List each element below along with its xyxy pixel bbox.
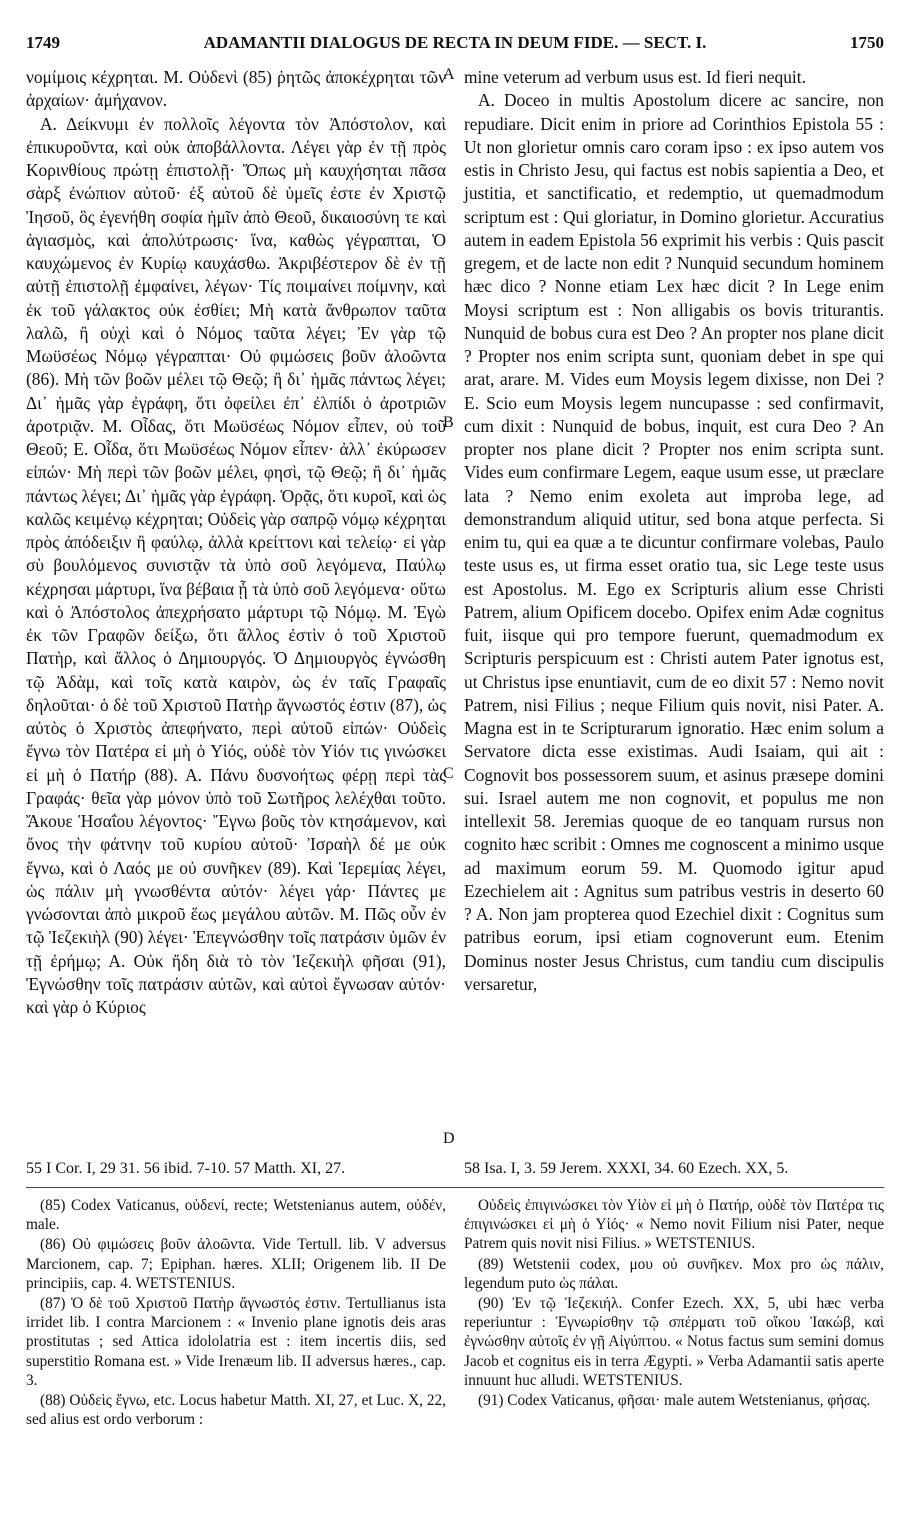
greek-paragraph: Α. Δείκνυμι ἐν πολλοῖς λέγοντα τὸν Ἀπόστολον, καὶ ἐπικυροῦντα, καὶ οὐκ ἀποβάλλοντα. Λέγει γὰρ ἐν τῇ πρὸς Κορινθίους πρώτῃ ἐπιστολῇ· Ὅπως μὴ καυχήσηται πᾶσα σὰρξ ἐνώπιον αὐτοῦ· ἐξ αὐτοῦ δὲ ὑμεῖς ἐστε ἐν Χριστῷ Ἰησοῦ, ὃς ἐγενήθη σοφία ἡμῖν ἀπὸ Θεοῦ, δικαιοσύνη τε καὶ ἁγιασμὸς, καὶ ἀπολύτρωσις· ἵνα, καθὼς γέγραπται, Ὁ καυχώμενος ἐν Κυρίῳ καυχάσθω. Ἀκριβέστερον δὲ ἐν τῇ αὐτῇ ἐπιστολῇ ἐμφαίνει, λέγων· Τίς ποιμαίνει ποίμνην, καὶ ἐκ τοῦ γάλακτος οὐκ ἐσθίει; Μὴ κατὰ ἄνθρωπον ταῦτα λαλῶ, ἢ οὐχὶ καὶ ὁ Νόμος ταῦτα λέγει; Ἐν γὰρ τῷ Μωϋσέως Νόμῳ γέγραπται· Οὐ φιμώσεις βοῦν ἀλοῶντα (86). Μὴ τῶν βοῶν μέλει τῷ Θεῷ; ἢ δι᾿ ἡμᾶς πάντως λέγει; Δι᾿ ἡμᾶς γὰρ ἐγράφη, ὅτι ὀφείλει ἐπ᾿ ἐλπίδι ὁ ἀροτριῶν ἀροτριᾷν. Μ. Οἶδας, ὅτι Μωϋσέως Νόμον εἶπεν, οὐ τοῦ Θεοῦ; Ε. Οἶδα, ὅτι Μωϋσέως Νόμον εἶπεν· ἀλλ᾿ ἐκύρωσεν εἰπών· Μὴ περὶ τῶν βοῶν μέλει, φησὶ, τῷ Θεῷ; ἢ δι᾿ ἡμᾶς πάντως λέγει; Δι᾿ ἡμᾶς γὰρ ἐγράφη. Ὁρᾷς, ὅτι κυροῖ, καὶ ὡς καλῶς κειμένῳ κέχρηται; Οὐδεὶς γὰρ σαπρῷ νόμῳ κέχρηται πρὸς ἀπόδειξιν ἢ φαύλῳ, ἀλλὰ κρείττονι καὶ τελείῳ· εἰ γὰρ σὺ βουλόμενος συνιστᾷν τὰ ὑπὸ σοῦ λεγόμενα, Παύλῳ κέχρησαι μάρτυρι, ἵνα βέβαια ᾖ τὰ ὑπὸ σοῦ λεγόμενα· οὕτω καὶ ὁ Ἀπόστολος ἀπεχρήσατο μάρτυρι τῷ Νόμῳ. Μ. Ἐγὼ ἐκ τῶν Γραφῶν δείξω, ὅτι ἄλλος ἐστὶν ὁ τοῦ Χριστοῦ Πατὴρ, καὶ ἄλλος ὁ Δημιουργός. Ὁ Δημιουργὸς ἐγνώσθη τῷ Ἀδὰμ, καὶ τοῖς κατὰ καιρὸν, ὡς ἐν ταῖς Γραφαῖς δηλοῦται· ὁ δὲ τοῦ Χριστοῦ Πατὴρ ἄγνωστός ἐστιν (87), ὡς αὐτὸς ὁ Χριστὸς ἀπεφήνατο, περὶ αὐτοῦ εἰπών· Οὐδεὶς ἔγνω τὸν Πατέρα εἰ μὴ ὁ Υἱός, οὐδὲ τὸν Υἱόν τις γινώσκει εἰ μὴ ὁ Πατήρ (88). Α. Πάνυ δυσνοήτως φέρῃ περὶ τὰς Γραφάς· θεῖα γὰρ μόνον ὑπὸ τοῦ Σωτῆρος λελέχθαι τοῦτο. Ἄκουε Ἡσαΐου λέγοντος· Ἔγνω βοῦς τὸν κτησάμενον, καὶ ὄνος τὴν φάτνην τοῦ κυρίου αὐτοῦ· Ἰσραὴλ δέ με οὐκ ἔγνω, καὶ ὁ Λαός με οὐ συνῆκεν (89). Καὶ Ἱερεμίας λέγει, ὡς πάλιν μὴ γνωσθέντα αὐτόν· λέγει γάρ· Πάντες με γνώσονται ἀπὸ μικροῦ ἕως μεγάλου αὐτῶν. Μ. Πῶς οὖν ἐν τῷ Ἰεζεκιὴλ (90) λέγει· Ἐπεγνώσθην τοῖς πατράσιν ὑμῶν ἐν τῇ ἐρήμῳ; Α. Οὐκ ἤδη διὰ τὸ τὸν Ἰεζεκιὴλ φῆσαι (91), Ἐγνώσθην τοῖς πατράσιν αὐτῶν, καὶ αὐτοὶ ἔγνωσαν αὐτόν· καὶ γὰρ ὁ Κύριος xyxy=(26,113,446,1017)
footnote: (91) Codex Vaticanus, φῆσαι· male autem Wetstenianus, φήσας. xyxy=(478,1392,871,1410)
footnote: (86) Οὐ φιμώσεις βοῦν ἀλοῶντα. Vide Tertull. lib. V adversus Marcionem, cap. 7; Epiphan. hæres. XLII; Origenem lib. II De principiis, cap. 4. WETSTENIUS. xyxy=(26,1236,446,1292)
latin-text-column xyxy=(464,66,884,996)
margin-marker-b: B xyxy=(443,414,454,431)
latin-paragraph: A. Doceo in multis Apostolum dicere ac sancire, non repudiare. Dicit enim in priore ad Corinthios Epistola 55 : Ut non glorietur omnis caro coram ipso : ex ipso autem vos estis in Christo Jesu, qui factus est nobis sapientia a Deo, et justitia, et sanctificatio, et redemptio, ut quemadmodum scriptum est : Qui gloriatur, in Domino glorietur. Accuratius autem in eadem Epistola 56 exprimit his verbis : Quis pascit gregem, et de lacte non edit ? Nunquid secundum hominem hæc dico ? Nonne etiam Lex hæc dicit ? In Lege enim Moysi scriptum est : Non alligabis os bovis triturantis. Nunquid de bobus cura est Deo ? An propter nos plane dicit ? Propter nos enim scripta sunt, quoniam debet in spe qui arat, arare. M. Vides eum Moysis legem dixisse, non Dei ? E. Scio eum Moysis legem nuncupasse : sed confirmavit, cum dixit : Nunquid de bobus, inquit, est cura Deo ? An propter nos plane dicit ? Propter nos enim scripta sunt. Vides eum confirmare Legem, eaque usum esse, ut præclare lata ? Nemo enim exoleta aut improba lege, ad demonstrandum aliquid utitur, sed bona atque perfecta. Si enim tu, qui ea quæ a te dicuntur confirmare volebas, Paulo teste usus es, ut firma esset oratio tua, sic Lege teste usus est Apostolus. M. Ego ex Scripturis alium esse Christi Patrem, alium Opificem docebo. Opifex enim Adæ cognitus fuit, iisque qui pro tempore fuerunt, quemadmodum ex Scripturis perspicuum est : Christi autem Pater ignotus est, ut Christus ipse enuntiavit, cum de eo dixit 57 : Nemo novit Patrem, nisi Filius ; neque Filium quis novit, nisi Pater. A. Magna est in te Scripturarum ignoratio. Hæc enim solum a Servatore dicta esse existimas. Audi Isaiam, qui ait : Cognovit bos possessorem suum, et asinus præsepe domini sui. Israel autem me non cognovit, et populus me non intellexit 58. Jeremias quoque de eo tanquam rursus non cognito hæc scribit : Omnes me cognoscent a minimo usque ad maximum eorum 59. M. Quomodo igitur apud Ezechielem ait : Agnitus sum patribus vestris in deserto 60 ? A. Non jam propterea quod Ezechiel dixit : Cognitus sum patribus eorum, ipsi etiam cognoverunt eum. Etenim Dominus noster Jesus Christus, cum tandiu cum discipulis versaretur, xyxy=(464,90,884,994)
running-title: ADAMANTII DIALOGUS DE RECTA IN DEUM FIDE. — SECT. I. xyxy=(203,33,707,52)
page-number-left: 1749 xyxy=(26,33,60,52)
scripture-refs-right: 58 Isa. I, 3. 59 Jerem. XXXI, 34. 60 Ezech. XX, 5. xyxy=(464,1160,789,1177)
margin-marker-c: C xyxy=(443,765,454,782)
footnotes-right xyxy=(464,1196,884,1411)
page-number-right: 1750 xyxy=(849,33,884,52)
scripture-refs-left: 55 I Cor. I, 29 31. 56 ibid. 7-10. 57 Matth. XI, 27. xyxy=(26,1160,346,1177)
greek-text-column xyxy=(26,66,446,1019)
footnote: (85) Codex Vaticanus, οὐδενί, recte; Wetstenianus autem, οὐδέν, male. xyxy=(26,1197,446,1234)
scripture-references xyxy=(26,1160,884,1178)
margin-marker-d: D xyxy=(443,1130,455,1147)
latin-paragraph: mine veterum ad verbum usus est. Id fieri nequit. xyxy=(464,67,806,87)
footnotes-left xyxy=(26,1196,446,1430)
footnote: (87) Ὁ δὲ τοῦ Χριστοῦ Πατὴρ ἄγνωστός ἐστιν. Tertullianus ista irridet lib. I contra Marcionem : « Invenio plane ignotis deis aras prostitutas ; sed Attica idololatria est : item incertis diis, sed superstitio Romana est. » Vide Irenæum lib. II adversus hæres., cap. 3. xyxy=(26,1295,446,1389)
footnote: (89) Wetstenii codex, μου οὐ συνῆκεν. Mox pro ὡς πάλιν, legendum puto ὡς πάλαι. xyxy=(464,1255,884,1292)
greek-paragraph: νομίμοις κέχρηται. Μ. Οὐδενὶ (85) ῥητῶς ἀποκέχρηται τῶν ἀρχαίων· ἀμήχανον. xyxy=(26,67,446,111)
footnote: (88) Οὐδεὶς ἔγνω, etc. Locus habetur Matth. XI, 27, et Luc. X, 22, sed alius est ordo verborum : xyxy=(26,1392,446,1429)
footnote: (90) Ἐν τῷ Ἰεζεκιήλ. Confer Ezech. XX, 5, ubi hæc verba reperiuntur : Ἐγνωρίσθην τῷ σπέρματι τοῦ οἴκου Ἰακώβ, καὶ ἐγνώσθην αὐτοῖς ἐν γῇ Αἰγύπτου. « Notus factus sum semini domus Jacob et cognitus eis in terra Ægypti. » Verba Adamantii satis aperte innuunt huc alludi. WETSTENIUS. xyxy=(464,1295,884,1389)
margin-marker-a: A xyxy=(443,66,455,83)
page-header xyxy=(26,30,884,56)
footnote: Οὐδεὶς ἐπιγινώσκει τὸν Υἱὸν εἰ μὴ ὁ Πατήρ, οὐδὲ τὸν Πατέρα τις ἐπιγινώσκει εἰ μὴ ὁ Υἱός· « Nemo novit Filium nisi Pater, neque Patrem quis novit nisi Filius. » WETSTENIUS. xyxy=(464,1197,884,1253)
footnote-divider xyxy=(26,1187,884,1188)
